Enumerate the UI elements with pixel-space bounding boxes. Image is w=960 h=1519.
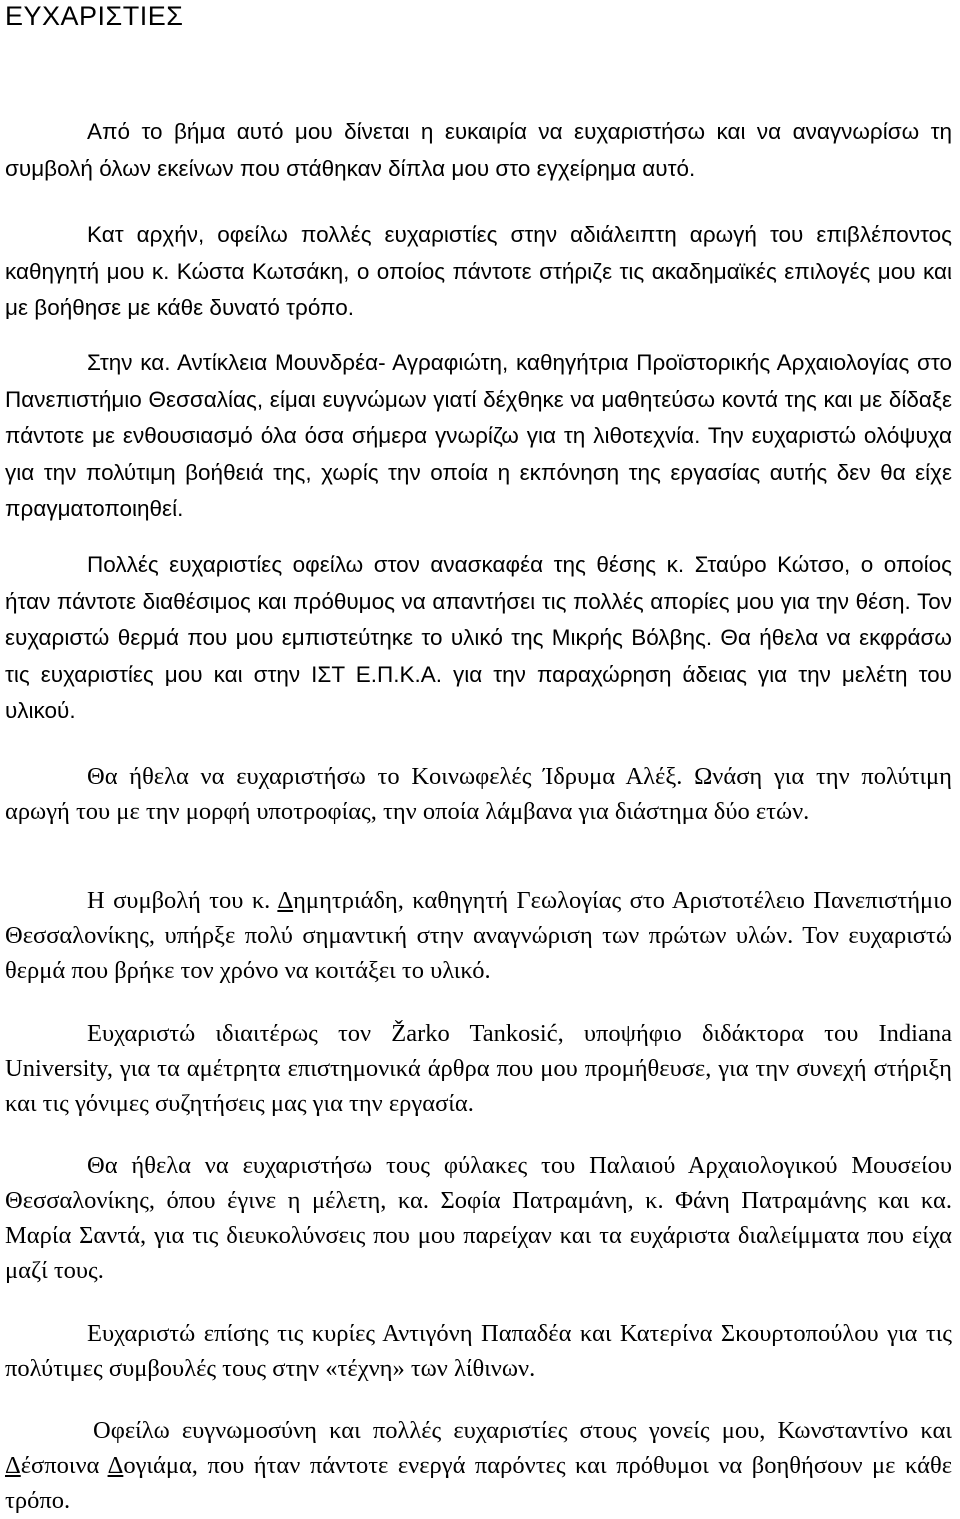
paragraph-dimitriadi-start: Η συμβολή του κ. bbox=[87, 887, 278, 914]
page-title: ΕΥΧΑΡΙΣΤΙΕΣ bbox=[5, 1, 184, 31]
paragraph-guards: Θα ήθελα να ευχαριστήσω τους φύλακες του Παλαιού Αρχαιολογικού Μουσείου Θεσσαλονίκης, όπου έγινε η μέλετη, κα. Σοφία Πατραμάνη, κ. Φάνη Πατραμάνης και κα. Μαρία Σαντά, για τις διευκολύνσεις που μου παρείχαν και τα ευχάριστα διαλείμματα που είχα μαζί τους. bbox=[5, 1152, 952, 1284]
paragraph-dimitriadi-rest: ημητριάδη, καθηγητή Γεωλογίας στο Αριστοτέλειο Πανεπιστήμιο Θεσσαλονίκης, υπήρξε πολύ σημαντική στην αναγνώριση των πρώτων υλών. Τον ευχαριστώ θερμά που βρήκε τον χρόνο να κοιτάξει το υλικό. bbox=[5, 887, 953, 984]
paragraph-ladies: Ευχαριστώ επίσης τις κυρίες Αντιγόνη Παπαδέα και Κατερίνα Σκουρτοπούλου για τις πολύτιμες συμβουλές τους στην «τέχνη» των λίθινων. bbox=[5, 1320, 952, 1382]
paragraph-dimitriadi bbox=[5, 883, 952, 988]
paragraph-parents-rest: ογιάμα, που ήταν πάντοτε ενεργά παρόντες και πρόθυμοι να βοηθήσουν με κάθε τρόπο. bbox=[5, 1452, 952, 1514]
paragraph-advisor: Κατ αρχήν, οφείλω πολλές ευχαριστίες στην αδιάλειπτη αρωγή του επιβλέποντος καθηγητή μου κ. Κώστα Κωτσάκη, ο οποίος πάντοτε στήριζε τις ακαδημαϊκές επιλογές μου και με βοήθησε με κάθε δυνατό τρόπο. bbox=[5, 222, 952, 320]
paragraph-foundation: Θα ήθελα να ευχαριστήσω το Κοινωφελές Ίδρυμα Αλέξ. Ωνάση για την πολύτιμη αρωγή του με την μορφή υποτροφίας, την οποία λάμβανα για διάστημα δύο ετών. bbox=[5, 763, 952, 825]
paragraph-moundrea: Στην κα. Αντίκλεια Μουνδρέα- Αγραφιώτη, καθηγήτρια Προϊστορικής Αρχαιολογίας στο Πανεπιστήμιο Θεσσαλίας, είμαι ευγνώμων γιατί δέχθηκε να μαθητεύσω κοντά της και με δίδαξε πάντοτε με ενθουσιασμό όλα όσα σήμερα γνωρίζω για τη λιθοτεχνία. Την ευχαριστώ ολόψυχα για την πολύτιμη βοήθειά της, χωρίς την οποία η εκπόνηση της εργασίας αυτής δεν θα είχε πραγματοποιηθεί. bbox=[5, 350, 952, 521]
paragraph-parents bbox=[5, 1413, 952, 1518]
paragraph-excavator: Πολλές ευχαριστίες οφείλω στον ανασκαφέα της θέσης κ. Σταύρο Κώτσο, ο οποίος ήταν πάντοτε διαθέσιμος και πρόθυμος να απαντήσει τις πολλές απορίες μου για την θέση. Τον ευχαριστώ θερμά που μου εμπιστεύτηκε το υλικό της Μικρής Βόλβης. Θα ήθελα να εκφράσω τις ευχαριστίες μου και στην ΙΣΤ Ε.Π.Κ.Α. για την παραχώρηση άδειας για την μελέτη του υλικού. bbox=[5, 552, 952, 723]
paragraph-tankosic: Ευχαριστώ ιδιαιτέρως τον Žarko Tankosić, υποψήφιο διδάκτορα του Indiana University, για τα αμέτρητα επιστημονικά άρθρα που μου προμήθευσε, για την συνεχή στήριξη και τις γόνιμες συζητήσεις μας για την εργασία. bbox=[5, 1020, 952, 1117]
paragraph-parents-middle: έσποινα bbox=[20, 1452, 108, 1479]
underlined-letter: Δ bbox=[5, 1452, 21, 1479]
paragraph-thanks: Από το βήμα αυτό μου δίνεται η ευκαιρία να ευχαριστήσω και να αναγνωρίσω τη συμβολή όλων εκείνων που στάθηκαν δίπλα μου στο εγχείρημα αυτό. bbox=[5, 119, 952, 181]
underlined-letter: Δ bbox=[107, 1452, 124, 1479]
paragraph-parents-start: Οφείλω ευγνωμοσύνη και πολλές ευχαριστίες στους γονείς μου, Κωνσταντίνο και bbox=[93, 1417, 952, 1444]
underlined-letter: Δ bbox=[277, 887, 294, 914]
